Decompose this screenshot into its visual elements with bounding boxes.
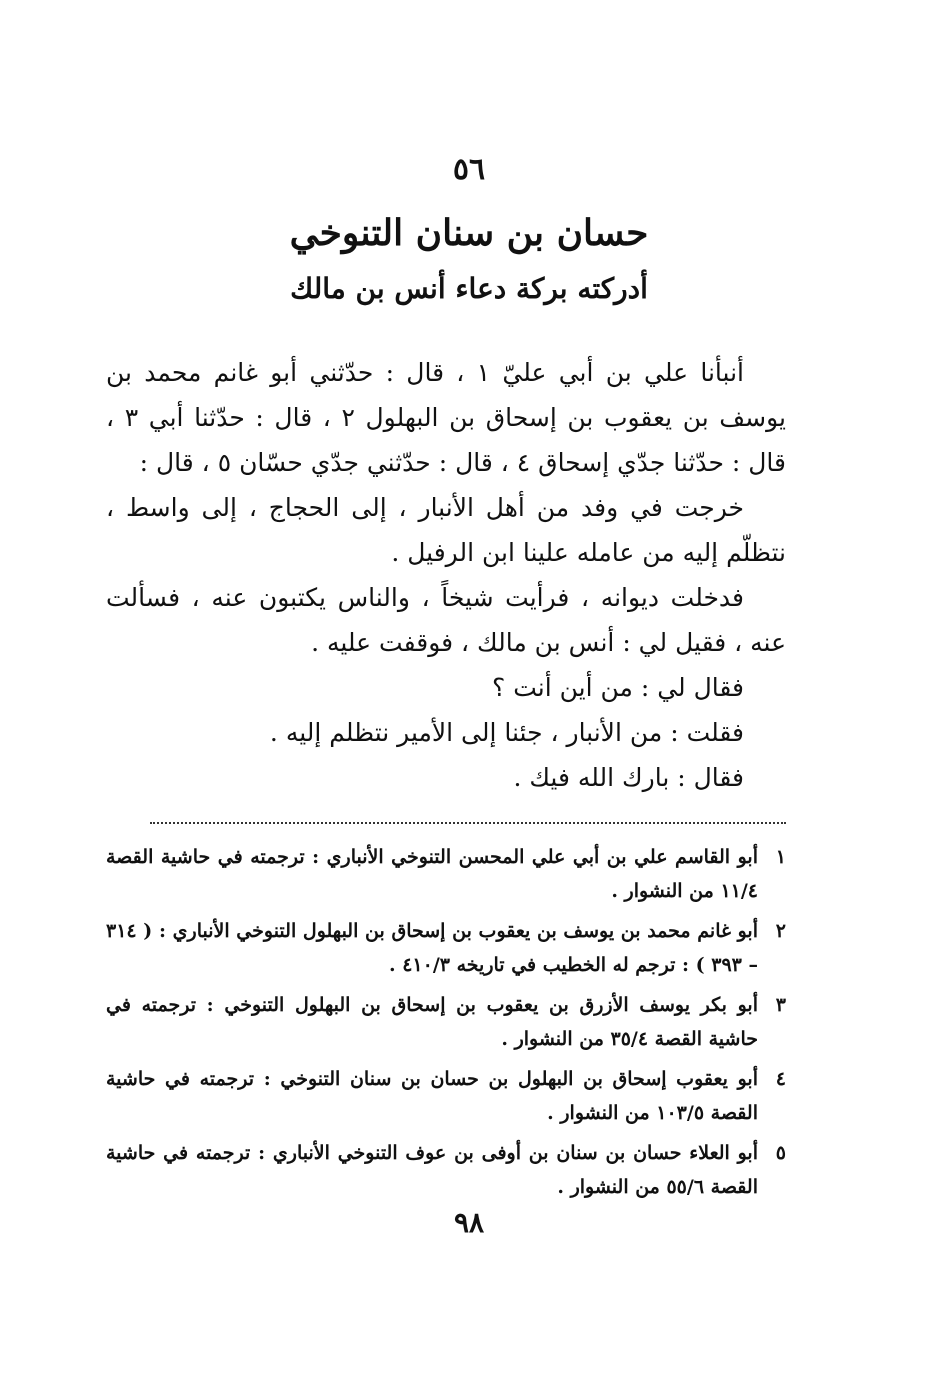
story-title: حسان بن سنان التنوخي: [289, 212, 649, 254]
footnote-number: ٢: [775, 920, 786, 942]
page-number: ٩٨: [453, 1206, 485, 1239]
footnote: [106, 1136, 786, 1204]
paragraph-answer: فقلت : من الأنبار ، جئنا إلى الأمير نتظلم إليه .: [269, 718, 744, 747]
footnote-text: أبو القاسم علي بن أبي علي المحسن التنوخي الأنباري : ترجمته في حاشية القصة ١١/٤ من النشوار .: [106, 846, 758, 902]
story-subtitle: أدركته بركة دعاء أنس بن مالك: [290, 272, 648, 305]
footnote-text: أبو العلاء حسان بن سنان بن أوفى بن عوف التنوخي الأنباري : ترجمته في حاشية القصة ٥٥/٦ من النشوار .: [106, 1142, 758, 1198]
footnote-text: أبو غانم محمد بن يوسف بن يعقوب بن إسحاق بن البهلول التنوخي الأنباري : ( ٣١٤ – ٣٩٣ ) : ترجم له الخطيب في تاريخه ٤١٠/٣ .: [106, 920, 758, 976]
footnote-number: ٣: [775, 994, 786, 1016]
footnote-number: ١: [775, 846, 786, 868]
paragraph-isnad: أنبأنا علي بن أبي عليّ ١ ، قال : حدّثني أبو غانم محمد بن يوسف بن يعقوب بن إسحاق بن البهلول ٢ ، قال : حدّثنا أبي ٣ ، قال : حدّثنا جدّي إسحاق ٤ ، قال : حدّثني جدّي حسّان ٥ ، قال :: [106, 358, 787, 477]
footnote-divider: [150, 822, 786, 824]
footnote-number: ٤: [775, 1068, 786, 1090]
footnote: [106, 988, 786, 1056]
footnote-text: أبو بكر يوسف الأزرق بن يعقوب بن إسحاق بن البهلول التنوخي : ترجمته في حاشية القصة ٣٥/٤ من النشوار .: [106, 994, 758, 1050]
footnote-number: ٥: [775, 1142, 786, 1164]
footnote: [106, 1062, 786, 1130]
story-number: ٥٦: [452, 152, 486, 187]
paragraph-journey: خرجت في وفد من أهل الأنبار ، إلى الحجاج ، إلى واسط ، نتظلّم إليه من عامله علينا ابن الرفيل .: [106, 493, 786, 567]
footnote-text: أبو يعقوب إسحاق بن البهلول بن حسان بن سنان التنوخي : ترجمته في حاشية القصة ١٠٣/٥ من النشوار .: [106, 1068, 758, 1124]
paragraph-blessing: فقال : بارك الله فيك .: [513, 763, 744, 792]
footnote: [106, 840, 786, 908]
story-body: [106, 350, 786, 800]
paragraph-question: فقال لي : من أين أنت ؟: [491, 673, 744, 702]
footnotes: [106, 840, 786, 1210]
paragraph-diwan: فدخلت ديوانه ، فرأيت شيخاً ، والناس يكتبون عنه ، فسألت عنه ، فقيل لي : أنس بن مالك ، فوقفت عليه .: [106, 583, 786, 657]
footnote: [106, 914, 786, 982]
